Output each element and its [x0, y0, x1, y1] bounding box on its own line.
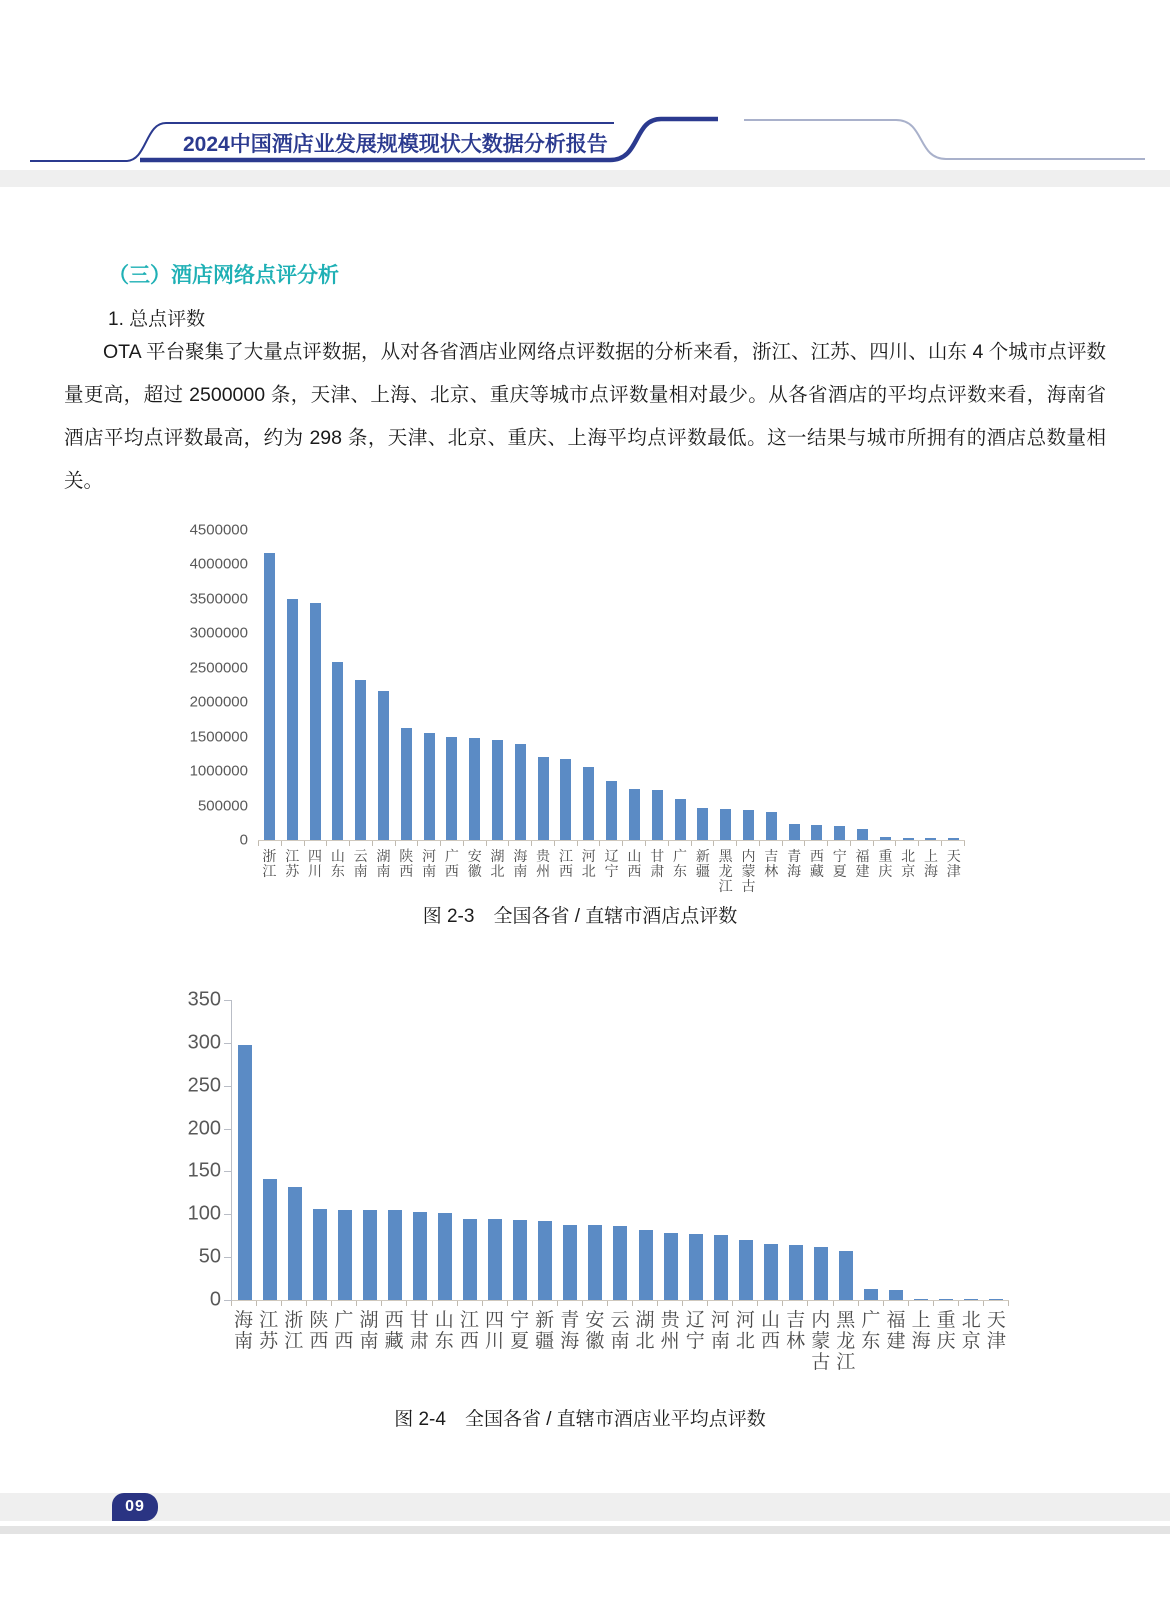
chart-bar: [378, 691, 389, 840]
x-axis-label: 山 东: [330, 848, 345, 879]
bar-slot: [669, 530, 692, 840]
bar-slot: [834, 1000, 859, 1300]
x-axis-label: 上 海: [911, 1310, 931, 1352]
chart-bar: [789, 824, 800, 840]
y-axis-tick-label: 1500000: [189, 728, 248, 746]
bar-slot: [851, 530, 874, 840]
chart-bar: [720, 809, 731, 840]
chart-bar: [629, 789, 640, 840]
chart-bar: [363, 1210, 377, 1300]
bar-slot: [909, 1000, 934, 1300]
bar-slot: [282, 1000, 307, 1300]
bar-slot: [737, 530, 760, 840]
x-axis-tick: [582, 1301, 583, 1306]
bar-slot: [307, 1000, 332, 1300]
x-axis-tick: [331, 1301, 332, 1306]
chart-bar: [811, 825, 822, 840]
y-axis-tick-label: 100: [187, 1202, 221, 1225]
x-axis-label: 内 蒙 古: [741, 848, 756, 894]
x-axis-tick: [440, 841, 441, 846]
x-axis-label: 辽 宁: [604, 848, 619, 879]
y-axis-tick-label: 350: [187, 988, 221, 1011]
y-axis-tick: [224, 1171, 232, 1172]
bar-slot: [808, 1000, 833, 1300]
bar-slot: [683, 1000, 708, 1300]
bar-slot: [433, 1000, 458, 1300]
x-axis-tick: [508, 841, 509, 846]
x-axis-label: 浙 江: [262, 848, 277, 879]
x-axis-label: 河 北: [735, 1310, 755, 1352]
x-axis-label: 浙 江: [284, 1310, 304, 1352]
header-divider-band: [0, 170, 1170, 187]
x-axis-tick: [958, 1301, 959, 1306]
x-axis-tick: [281, 1301, 282, 1306]
x-axis-tick: [983, 1301, 984, 1306]
x-axis-label: 黑 龙 江: [718, 848, 733, 894]
footer-band: [0, 1493, 1170, 1521]
bar-slot: [984, 1000, 1009, 1300]
x-axis-label: 江 西: [558, 848, 573, 879]
bar-slot: [942, 530, 965, 840]
x-axis-label: 河 南: [422, 848, 437, 879]
x-axis-tick: [356, 1301, 357, 1306]
x-axis-tick: [883, 1301, 884, 1306]
chart-bar: [338, 1210, 352, 1300]
section-heading: （三）酒店网络点评分析: [108, 264, 339, 287]
x-axis-tick: [607, 1301, 608, 1306]
x-axis-tick: [732, 1301, 733, 1306]
chart-bar: [864, 1289, 878, 1300]
x-axis-label: 甘 肃: [409, 1310, 429, 1352]
x-axis-label: 湖 北: [635, 1310, 655, 1352]
x-axis-tick: [349, 841, 350, 846]
x-axis-label: 青 海: [787, 848, 802, 879]
bar-slot: [934, 1000, 959, 1300]
bar-slot: [783, 530, 806, 840]
x-axis-label: 新 疆: [535, 1310, 555, 1352]
x-axis-tick: [1008, 1301, 1009, 1306]
x-axis-label: 上 海: [923, 848, 938, 879]
bar-slot: [486, 530, 509, 840]
x-axis-tick: [557, 1301, 558, 1306]
x-axis-label: 安 徽: [585, 1310, 605, 1352]
chart-bar: [463, 1219, 477, 1300]
sub-heading: 1. 总点评数: [108, 309, 206, 330]
bar-slot: [532, 530, 555, 840]
chart-bar: [664, 1233, 678, 1300]
y-axis-tick: [224, 1214, 232, 1215]
figure-2-3-x-axis-labels: [258, 849, 965, 894]
y-axis-tick: [224, 1086, 232, 1087]
x-axis-tick: [381, 1301, 382, 1306]
x-axis-label: 吉 林: [786, 1310, 806, 1352]
chart-bar: [739, 1240, 753, 1300]
y-axis-tick: [224, 1257, 232, 1258]
figure-2-4-plot-area: [231, 1000, 1009, 1301]
bar-slot: [382, 1000, 407, 1300]
bar-slot: [897, 530, 920, 840]
x-axis-tick: [326, 841, 327, 846]
x-axis-tick: [759, 841, 760, 846]
x-axis-tick: [507, 1301, 508, 1306]
x-axis-tick: [622, 841, 623, 846]
x-axis-label: 河 南: [710, 1310, 730, 1352]
chart-bar: [588, 1225, 602, 1300]
bar-slot: [733, 1000, 758, 1300]
chart-bar: [857, 829, 868, 840]
x-axis-tick: [782, 841, 783, 846]
chart-bar: [388, 1210, 402, 1300]
x-axis-label: 江 苏: [259, 1310, 279, 1352]
bar-slot: [418, 530, 441, 840]
figure-2-3-bar-chart: [180, 521, 965, 894]
x-axis-tick: [304, 841, 305, 846]
x-axis-label: 宁 夏: [510, 1310, 530, 1352]
x-axis-label: 江 苏: [285, 848, 300, 879]
y-axis-tick: [224, 1129, 232, 1130]
chart-bar: [697, 808, 708, 840]
x-axis-label: 天 津: [946, 848, 961, 879]
chart-bar: [488, 1219, 502, 1300]
chart-bar: [583, 767, 594, 840]
bar-slot: [600, 530, 623, 840]
bar-slot: [633, 1000, 658, 1300]
x-axis-label: 北 京: [901, 848, 916, 879]
y-axis-tick-label: 4000000: [189, 555, 248, 573]
bar-slot: [577, 530, 600, 840]
x-axis-tick: [668, 841, 669, 846]
chart-bar: [964, 1299, 978, 1300]
x-axis-tick: [804, 841, 805, 846]
chart-bar: [652, 790, 663, 840]
x-axis-tick: [858, 1301, 859, 1306]
chart-bar: [689, 1234, 703, 1300]
figure-2-3-plot-area: [258, 530, 965, 841]
x-axis-label: 陕 西: [309, 1310, 329, 1352]
chart-bar: [743, 810, 754, 840]
y-axis-tick-label: 50: [198, 1245, 221, 1268]
bar-slot: [859, 1000, 884, 1300]
x-axis-tick: [933, 1301, 934, 1306]
chart-bar: [424, 733, 435, 840]
bar-slot: [332, 1000, 357, 1300]
x-axis-tick: [827, 841, 828, 846]
x-axis-label: 海 南: [513, 848, 528, 879]
chart-bar: [332, 662, 343, 840]
x-axis-tick: [691, 841, 692, 846]
x-axis-label: 福 建: [855, 848, 870, 879]
x-axis-label: 广 东: [673, 848, 688, 879]
bar-slot: [508, 1000, 533, 1300]
chart-bar: [560, 759, 571, 840]
footer-band-secondary: [0, 1526, 1170, 1534]
chart-bar: [238, 1045, 252, 1300]
bar-slot: [623, 530, 646, 840]
y-axis-tick: [224, 1000, 232, 1001]
x-axis-label: 海 南: [234, 1310, 254, 1352]
x-axis-label: 天 津: [986, 1310, 1006, 1352]
y-axis-tick-label: 3500000: [189, 590, 248, 608]
chart-bar: [313, 1209, 327, 1300]
bar-slot: [304, 530, 327, 840]
bar-slot: [483, 1000, 508, 1300]
x-axis-label: 湖 北: [490, 848, 505, 879]
x-axis-label: 黑 龙 江: [836, 1310, 856, 1373]
chart-bar: [948, 838, 959, 840]
bar-slot: [708, 1000, 733, 1300]
y-axis-tick-label: 2500000: [189, 659, 248, 677]
chart-bar: [288, 1187, 302, 1300]
x-axis-label: 内 蒙 古: [811, 1310, 831, 1373]
chart-bar: [264, 553, 275, 840]
bar-slot: [760, 530, 783, 840]
x-axis-tick: [895, 841, 896, 846]
chart-bar: [914, 1299, 928, 1300]
x-axis-label: 河 北: [581, 848, 596, 879]
chart-bar: [287, 599, 298, 840]
x-axis-tick: [657, 1301, 658, 1306]
y-axis-tick-label: 4500000: [189, 521, 248, 539]
x-axis-tick: [807, 1301, 808, 1306]
chart-bar: [889, 1290, 903, 1300]
x-axis-tick: [486, 841, 487, 846]
x-axis-tick: [432, 1301, 433, 1306]
bar-slot: [959, 1000, 984, 1300]
chart-bar: [925, 838, 936, 840]
y-axis-tick-label: 200: [187, 1117, 221, 1140]
bar-slot: [783, 1000, 808, 1300]
x-axis-tick: [554, 841, 555, 846]
figure-2-3-x-axis-ticks: [258, 841, 965, 846]
x-axis-tick: [256, 1301, 257, 1306]
bar-slot: [714, 530, 737, 840]
x-axis-label: 四 川: [484, 1310, 504, 1352]
bar-slot: [555, 530, 578, 840]
x-axis-tick: [531, 841, 532, 846]
x-axis-tick: [395, 841, 396, 846]
chart-bar: [413, 1212, 427, 1300]
y-axis-tick-label: 2000000: [189, 693, 248, 711]
figure-2-3-y-axis: [180, 521, 258, 849]
bar-slot: [646, 530, 669, 840]
x-axis-label: 陕 西: [399, 848, 414, 879]
bar-slot: [806, 530, 829, 840]
x-axis-tick: [463, 841, 464, 846]
chart-bar: [834, 826, 845, 840]
x-axis-label: 重 庆: [878, 848, 893, 879]
x-axis-label: 山 东: [434, 1310, 454, 1352]
x-axis-label: 辽 宁: [685, 1310, 705, 1352]
bar-slot: [558, 1000, 583, 1300]
x-axis-tick: [941, 841, 942, 846]
x-axis-label: 山 西: [761, 1310, 781, 1352]
chart-bar: [939, 1299, 953, 1300]
y-axis-tick-label: 300: [187, 1031, 221, 1054]
chart-bar: [310, 603, 321, 840]
bar-slot: [533, 1000, 558, 1300]
x-axis-label: 四 川: [308, 848, 323, 879]
x-axis-label: 贵 州: [536, 848, 551, 879]
chart-bar: [613, 1226, 627, 1300]
figure-2-4-y-axis: [141, 988, 231, 1311]
bar-slot: [258, 530, 281, 840]
x-axis-label: 北 京: [961, 1310, 981, 1352]
bar-slot: [349, 530, 372, 840]
x-axis-tick: [908, 1301, 909, 1306]
x-axis-tick: [757, 1301, 758, 1306]
chart-bar: [714, 1235, 728, 1300]
chart-bar: [606, 781, 617, 840]
chart-bar: [263, 1179, 277, 1300]
x-axis-label: 广 东: [861, 1310, 881, 1352]
x-axis-label: 宁 夏: [832, 848, 847, 879]
bar-slot: [608, 1000, 633, 1300]
bar-slot: [583, 1000, 608, 1300]
x-axis-label: 云 南: [353, 848, 368, 879]
x-axis-label: 安 徽: [467, 848, 482, 879]
x-axis-tick: [599, 841, 600, 846]
x-axis-label: 广 西: [444, 848, 459, 879]
bar-slot: [232, 1000, 257, 1300]
x-axis-label: 湖 南: [376, 848, 391, 879]
x-axis-tick: [645, 841, 646, 846]
x-axis-tick: [736, 841, 737, 846]
bar-slot: [257, 1000, 282, 1300]
chart-bar: [766, 812, 777, 840]
chart-bar: [839, 1251, 853, 1300]
x-axis-label: 福 建: [886, 1310, 906, 1352]
chart-bar: [538, 757, 549, 840]
bar-slot: [884, 1000, 909, 1300]
x-axis-tick: [417, 841, 418, 846]
x-axis-tick: [281, 841, 282, 846]
bar-slot: [395, 530, 418, 840]
bar-slot: [463, 530, 486, 840]
chart-bar: [513, 1220, 527, 1300]
y-axis-tick-label: 3000000: [189, 624, 248, 642]
x-axis-tick: [372, 841, 373, 846]
y-axis-tick-label: 1000000: [189, 762, 248, 780]
x-axis-label: 山 西: [627, 848, 642, 879]
bar-slot: [874, 530, 897, 840]
body-paragraph: OTA 平台聚集了大量点评数据，从对各省酒店业网络点评数据的分析来看，浙江、江苏、四川、山东 4 个城市点评数量更高，超过 2500000 条，天津、上海、北京、重庆等城市点评数量相对最少。从各省酒店的平均点评数来看，海南省酒店平均点评数最高，约为 298 条，天津、北京、重庆、上海平均点评数最低。这一结果与城市所拥有的酒店总数量相关。: [64, 341, 1106, 492]
x-axis-label: 广 西: [334, 1310, 354, 1352]
bar-slot: [828, 530, 851, 840]
page-number-badge: 09: [112, 1493, 158, 1521]
chart-bar: [880, 837, 891, 840]
x-axis-tick: [632, 1301, 633, 1306]
chart-bar: [538, 1221, 552, 1300]
y-axis-tick-label: 250: [187, 1074, 221, 1097]
x-axis-tick: [457, 1301, 458, 1306]
x-axis-tick: [532, 1301, 533, 1306]
bar-slot: [920, 530, 943, 840]
bar-slot: [441, 530, 464, 840]
chart-bar: [989, 1299, 1003, 1300]
bar-slot: [458, 1000, 483, 1300]
chart-bar: [438, 1213, 452, 1300]
x-axis-label: 新 疆: [695, 848, 710, 879]
chart-bar: [492, 740, 503, 840]
chart-bar: [469, 738, 480, 840]
chart-bar: [814, 1247, 828, 1300]
x-axis-tick: [306, 1301, 307, 1306]
y-axis-tick-label: 0: [209, 1288, 221, 1311]
chart-bar: [764, 1244, 778, 1300]
x-axis-tick: [713, 841, 714, 846]
x-axis-label: 甘 肃: [650, 848, 665, 879]
figure-2-3-caption: 图 2-3 全国各省 / 直辖市酒店点评数: [422, 906, 738, 927]
x-axis-label: 吉 林: [764, 848, 779, 879]
x-axis-tick: [833, 1301, 834, 1306]
bar-slot: [691, 530, 714, 840]
y-axis-tick-label: 150: [187, 1159, 221, 1182]
x-axis-tick: [682, 1301, 683, 1306]
x-axis-label: 云 南: [610, 1310, 630, 1352]
chart-bar: [903, 838, 914, 840]
bar-slot: [281, 530, 304, 840]
x-axis-tick: [873, 841, 874, 846]
bar-slot: [758, 1000, 783, 1300]
x-axis-tick: [918, 841, 919, 846]
report-header-title: 2024中国酒店业发展规模现状大数据分析报告: [183, 133, 608, 156]
chart-bar: [563, 1225, 577, 1300]
figure-2-4-bar-chart: [141, 988, 1009, 1373]
chart-bar: [355, 680, 366, 840]
chart-bar: [639, 1230, 653, 1300]
y-axis-tick-label: 0: [239, 831, 248, 849]
x-axis-tick: [850, 841, 851, 846]
x-axis-tick: [964, 841, 965, 846]
chart-bar: [401, 728, 412, 840]
x-axis-label: 西 藏: [809, 848, 824, 879]
x-axis-label: 青 海: [560, 1310, 580, 1352]
x-axis-tick: [231, 1301, 232, 1306]
figure-2-4-x-axis-ticks: [231, 1301, 1009, 1306]
bar-slot: [407, 1000, 432, 1300]
x-axis-label: 重 庆: [936, 1310, 956, 1352]
chart-bar: [789, 1245, 803, 1300]
x-axis-tick: [782, 1301, 783, 1306]
y-axis-tick-label: 500000: [197, 797, 248, 815]
chart-bar: [446, 737, 457, 840]
x-axis-tick: [406, 1301, 407, 1306]
x-axis-tick: [482, 1301, 483, 1306]
bar-slot: [326, 530, 349, 840]
x-axis-label: 西 藏: [384, 1310, 404, 1352]
x-axis-label: 贵 州: [660, 1310, 680, 1352]
y-axis-tick: [224, 1300, 232, 1301]
bar-slot: [658, 1000, 683, 1300]
bar-slot: [509, 530, 532, 840]
chart-bar: [675, 799, 686, 840]
x-axis-label: 湖 南: [359, 1310, 379, 1352]
x-axis-tick: [577, 841, 578, 846]
x-axis-tick: [258, 841, 259, 846]
bar-slot: [357, 1000, 382, 1300]
figure-2-4-x-axis-labels: [231, 1310, 1009, 1373]
x-axis-tick: [707, 1301, 708, 1306]
chart-bar: [515, 744, 526, 840]
bar-slot: [372, 530, 395, 840]
figure-2-4-caption: 图 2-4 全国各省 / 直辖市酒店业平均点评数: [394, 1409, 766, 1430]
y-axis-tick: [224, 1043, 232, 1044]
x-axis-label: 江 西: [459, 1310, 479, 1352]
